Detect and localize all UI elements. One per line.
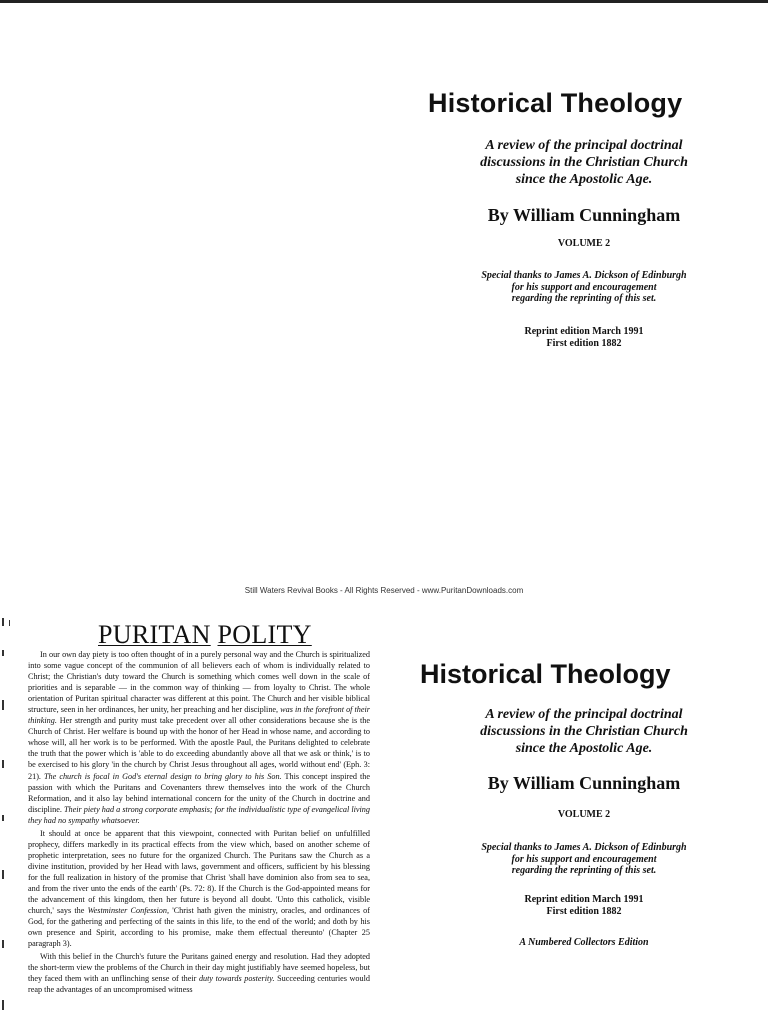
section-title-word: PURITAN (98, 620, 211, 649)
acknowledgement-line: for his support and encouragement (511, 281, 657, 293)
subtitle-line: A review of the principal doctrinal (485, 138, 683, 153)
text-run: 'Christ hath given the ministry, oracles, and ordinances of God, for the gathering and perfecting of the saints in this life, to the end of the world; and doth by his own presence and Spirit, according to his promise, make them effectual thereunto' (Chapter 25 paragraph 3). (28, 906, 370, 949)
author-line: By William Cunningham (487, 773, 681, 793)
acknowledgement-line: Special thanks to James A. Dickson of Edinburgh (481, 842, 687, 853)
text-run: Succeeding centuries would reap the advantages of an uncompromised witness (28, 974, 370, 995)
acknowledgement-line: regarding the reprinting of this set. (511, 865, 657, 876)
subtitle-line: discussions in the Christian Church (480, 155, 688, 170)
text-run: Her strength and purity must take precedent over all other considerations because she is the Church of Christ. Her welfare is bound up with the honor of her Head in whose name, and according to whose will, all her work is to be performed. With the apostle Paul, the Puritans delighted to celebrate the truth that the power which is 'able to do exceeding abundantly above all that we ask or think,' is to be exercised to his glory 'in the church by Christ Jesus throughout all ages, world without end' (Eph. 3: 21). (28, 716, 370, 781)
section-title-word: POLITY (217, 620, 312, 649)
top-border (0, 0, 768, 3)
text-run: This concept inspired the passion with which the Puritans and Covenanters threw themselves into the work of the Church Reformation, and it also lay behind international concern for the unity of the Church in doctrine and discipline. (28, 771, 370, 814)
paragraph (28, 951, 370, 995)
edition-info (405, 894, 763, 917)
book-title: Historical Theology (420, 659, 671, 689)
subtitle-line: since the Apostolic Age. (515, 172, 653, 187)
acknowledgement (405, 842, 763, 877)
book-subtitle (405, 706, 763, 757)
volume-label: VOLUME 2 (557, 238, 611, 249)
volume-label: VOLUME 2 (557, 809, 611, 820)
text-run: In our own day piety is too often thought of in a purely personal way and the Church is spiritualized into some vague concept of the communion of all believers each of whom is individually related to Christ; the Christian's duty toward the Church is something which comes well down in the scale of priorities and is separable — in the common way of thinking — from loyalty to Christ. The whole orientation of Puritan spiritual character was different at this point. The Church and her visible biblical structure, seen in her ordinances, her unity, her preaching and her discipline, (28, 650, 370, 715)
italic-run: was in the forefront of their thinking. (28, 705, 370, 726)
article-body (28, 649, 370, 997)
scan-edge-marks (0, 610, 12, 1024)
collectors-edition-note: A Numbered Collectors Edition (519, 937, 649, 948)
acknowledgement-line: for his support and encouragement (511, 853, 657, 865)
first-edition: First edition 1882 (546, 337, 622, 349)
edition-info (405, 326, 763, 349)
book-title: Historical Theology (428, 88, 683, 118)
acknowledgement (405, 270, 763, 305)
text-run: It should at once be apparent that this viewpoint, connected with Puritan belief on unfulfilled prophecy, differs markedly in its practical effects from the view which, based on another scheme of prophetic interpretation, sees no future for the organized Church. The Puritans saw the Church as a divine institution, provided by her Head with laws, government and officers, sufficient by his blessing for the full realization in history of the promise that Christ 'shall have dominion also from sea to sea, and from the river unto the ends of the earth' (Ps. 72: 8). If the Church is the God-appointed means for the advancement of this kingdom, then her future is beyond all doubt. 'Unto this catholick, visible church,' says the (28, 828, 370, 916)
author-line: By William Cunningham (487, 205, 681, 225)
subtitle-line: since the Apostolic Age. (515, 741, 653, 756)
acknowledgement-line: Special thanks to James A. Dickson of Edinburgh (481, 270, 687, 281)
paragraph (28, 828, 370, 950)
book-subtitle (405, 137, 763, 188)
italic-run: duty towards posterity. (198, 974, 275, 984)
text-run: With this belief in the Church's future the Puritans gained energy and resolution. Had they adopted the short-term view the problems of the Church in their day might justifiably have seemed hopeless, but they faced them with an unflinching sense of their (28, 952, 370, 984)
reprint-edition: Reprint edition March 1991 (524, 894, 644, 905)
italic-run: The church is focal in God's eternal design to bring glory to his Son. (44, 771, 282, 781)
italic-run: Westminster Confession, (87, 906, 169, 916)
subtitle-line: A review of the principal doctrinal (485, 707, 683, 722)
first-edition: First edition 1882 (546, 905, 622, 917)
acknowledgement-line: regarding the reprinting of this set. (511, 293, 657, 304)
scan-tick (9, 620, 10, 626)
italic-run: Their piety had a strong corporate emphasis; for the individualistic type of evangelical living they had no sympathy whatsoever. (28, 804, 370, 825)
section-title (98, 620, 318, 650)
page-footer: Still Waters Revival Books - All Rights Reserved - www.PuritanDownloads.com (244, 586, 524, 595)
paragraph (28, 649, 370, 826)
reprint-edition: Reprint edition March 1991 (524, 326, 644, 337)
subtitle-line: discussions in the Christian Church (480, 724, 688, 739)
